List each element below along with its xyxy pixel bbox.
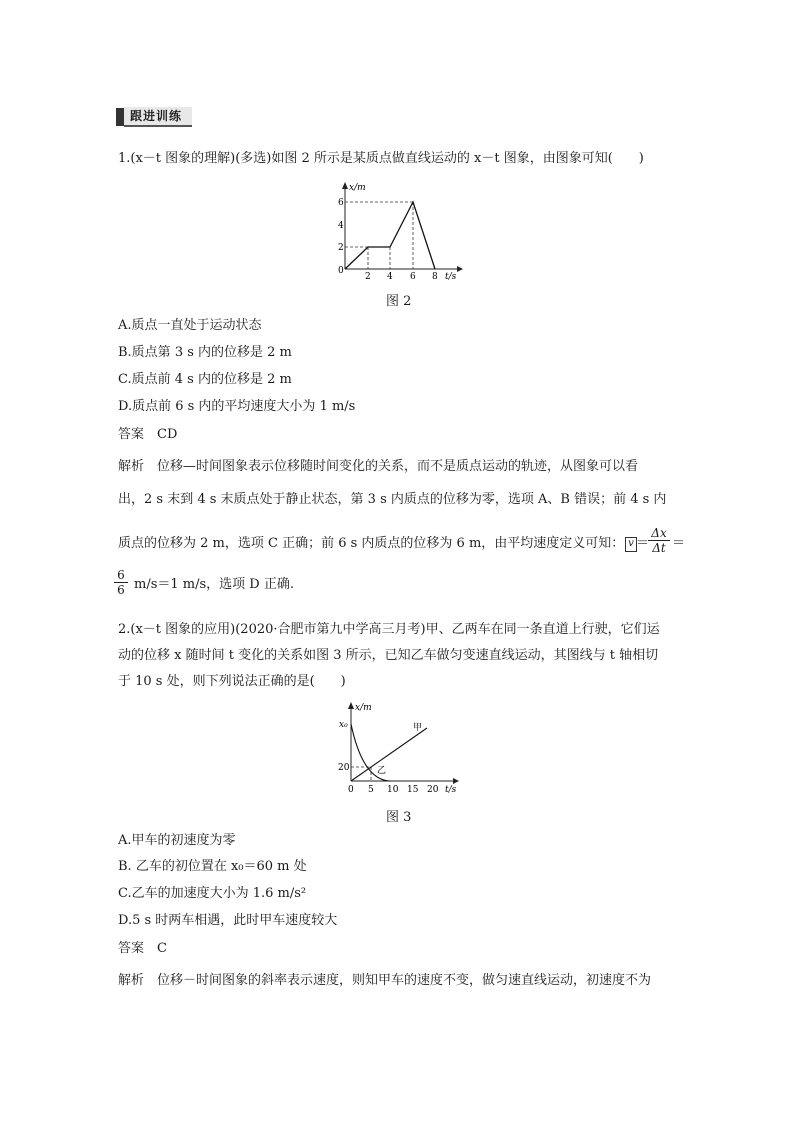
q2-x-tick-15: 15 [407,785,419,795]
q1-x-tick-8: 8 [432,272,438,280]
q1-fraction-dt: Δt [648,540,670,555]
q1-x-tick-2: 2 [365,272,371,280]
q1-option-b: B.质点第 3 s 内的位移是 2 m [118,345,292,360]
section-header [116,107,192,127]
q2-x-tick-5: 5 [368,785,374,795]
q2-stem-line-3: 于 10 s 处，则下列说法正确的是( ) [118,674,346,689]
q1-avg-velocity-symbol: v [625,537,637,552]
q1-y-label: x/m [349,183,366,193]
q1-x-tick-6: 6 [410,272,416,280]
q1-fraction-6-den: 6 [114,582,128,597]
q2-x0-label: x₀ [339,720,348,730]
q2-y-label: x/m [355,703,372,713]
q2-x-arrow [453,778,459,784]
q1-fraction-dx: Δx [651,526,667,540]
q1-option-a: A.质点一直处于运动状态 [118,318,262,333]
q2-stem-line-2: 动的位移 x 随时间 t 变化的关系如图 3 所示，已知乙车做匀变速直线运动，其图线与 t 轴相切 [118,648,659,663]
q2-answer: 答案 C [118,941,167,956]
q2-label-jia: 甲 [413,723,423,733]
q2-option-d: D.5 s 时两车相遇，此时甲车速度较大 [118,913,338,928]
q1-y-tick-6: 6 [338,198,344,208]
q1-y-tick-4: 4 [338,221,344,231]
q1-analysis-line-1: 解析 位移—时间图象表示位移随时间变化的关系，而不是质点运动的轨迹，从图象可以看 [118,459,639,474]
q1-y-tick-2: 2 [338,243,344,253]
q2-option-a: A.甲车的初速度为零 [118,833,236,848]
section-header-label: 跟进训练 [124,107,192,127]
q1-analysis-line-4: m/s＝1 m/s，选项 D 正确. [134,577,294,592]
q1-analysis-line-2: 出，2 s 末到 4 s 末质点处于静止状态，第 3 s 内质点的位移为零，选项 A、B 错误；前 4 s 内 [118,492,667,507]
q2-stem-line-1: 2.(x－t 图象的应用)(2020·合肥市第九中学高三月考)甲、乙两车在同一条直道上行驶，它们运 [118,622,660,637]
q1-option-c: C.质点前 4 s 内的位移是 2 m [118,372,292,387]
q2-label-yi: 乙 [377,766,387,776]
q1-stem: 1.(x－t 图象的理解)(多选)如图 2 所示是某质点做直线运动的 x－t 图象，由图象可知( ) [118,151,644,166]
q2-x-tick-0: 0 [348,785,354,795]
q1-x-tick-4: 4 [387,272,393,280]
q2-y-arrow [348,702,354,709]
q2-x-tick-10: 10 [387,785,399,795]
q2-analysis-line-1: 解析 位移－时间图象的斜率表示速度，则知甲车的速度不变，做匀速直线运动，初速度不为 [118,973,652,988]
q2-figure [335,700,465,800]
q2-line-jia [351,728,427,781]
q1-analysis-line-3: 质点的位移为 2 m，选项 C 正确；前 6 s 内质点的位移为 6 m，由平均速度定义可知： [118,536,625,551]
q2-x-tick-20: 20 [427,785,439,795]
q1-x-label: t/s [445,272,457,280]
q1-x-arrow [457,266,463,272]
q1-answer: 答案 CD [118,427,178,442]
q1-y-arrow [342,182,348,189]
q1-equals-1: ＝ [636,536,650,551]
q2-y-tick-20: 20 [338,763,350,773]
q2-option-c: C.乙车的加速度大小为 1.6 m/s² [118,886,307,901]
q1-equals-2: ＝ [672,536,686,551]
q1-figure [335,180,465,280]
q2-x-label: t/s [445,785,457,795]
q1-fraction-dx-dt [648,526,670,555]
q1-fraction-6-6 [114,568,128,597]
q2-figure-caption: 图 3 [386,810,412,825]
q1-figure-caption: 图 2 [386,294,412,309]
q1-option-d: D.质点前 6 s 内的平均速度大小为 1 m/s [118,399,356,414]
q2-option-b: B. 乙车的初位置在 x₀＝60 m 处 [118,859,307,874]
q1-fraction-6-num: 6 [117,568,125,582]
q1-origin: 0 [338,266,344,276]
section-header-bar [116,108,124,126]
